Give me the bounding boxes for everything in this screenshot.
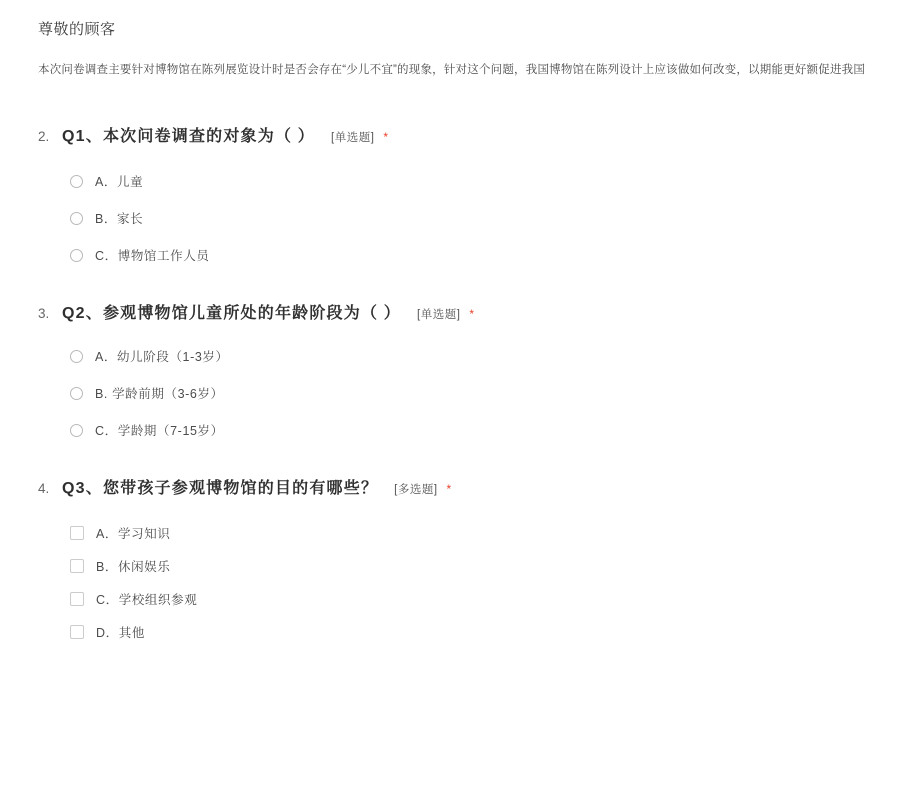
option-label: A．儿童 xyxy=(95,175,144,190)
option-label: C．博物馆工作人员 xyxy=(95,249,210,264)
checkbox-icon[interactable] xyxy=(70,592,84,606)
option-row[interactable] xyxy=(70,347,900,365)
survey-intro-title: 尊敬的顾客 xyxy=(38,21,116,38)
option-row[interactable] xyxy=(70,246,900,264)
question-index: 2. xyxy=(38,129,50,145)
radio-icon[interactable] xyxy=(70,387,83,400)
option-label: A．幼儿阶段（1-3岁） xyxy=(95,350,229,365)
radio-icon[interactable] xyxy=(70,175,83,188)
option-label: A．学习知识 xyxy=(96,527,171,542)
survey-intro-body: 本次问卷调查主要针对博物馆在陈列展览设计时是否会存在“少儿不宜”的现象，针对这个问题，我国博物馆在陈列设计上应该做如何改变，以期能更好额促进我国 xyxy=(38,64,866,76)
required-asterisk: * xyxy=(469,307,475,322)
option-label: C．学龄期（7-15岁） xyxy=(95,424,224,439)
radio-icon[interactable] xyxy=(70,249,83,262)
option-row[interactable] xyxy=(70,623,900,641)
checkbox-icon[interactable] xyxy=(70,625,84,639)
option-label: B. 学龄前期（3-6岁） xyxy=(95,387,224,402)
required-asterisk: * xyxy=(446,482,452,497)
question-header xyxy=(38,123,900,146)
question-type-label: [单选题] xyxy=(417,309,461,322)
question-type-label: [多选题] xyxy=(394,484,438,497)
question-q1 xyxy=(0,123,900,264)
option-label: D．其他 xyxy=(96,626,145,641)
checkbox-icon[interactable] xyxy=(70,559,84,573)
option-group xyxy=(38,172,900,264)
option-row[interactable] xyxy=(70,172,900,190)
radio-icon[interactable] xyxy=(70,350,83,363)
option-label: B．休闲娱乐 xyxy=(96,560,171,575)
option-label: B．家长 xyxy=(95,212,144,227)
checkbox-icon[interactable] xyxy=(70,526,84,540)
question-title: Q2、参观博物馆儿童所处的年龄阶段为（ ） xyxy=(62,305,401,323)
question-index: 4. xyxy=(38,481,50,497)
question-header xyxy=(38,300,900,323)
option-row[interactable] xyxy=(70,557,900,575)
question-title: Q3、您带孩子参观博物馆的目的有哪些？ xyxy=(62,480,379,498)
option-row[interactable] xyxy=(70,384,900,402)
question-header xyxy=(38,475,900,498)
option-row[interactable] xyxy=(70,524,900,542)
question-list xyxy=(0,123,900,641)
radio-icon[interactable] xyxy=(70,212,83,225)
question-title: Q1、本次问卷调查的对象为（ ） xyxy=(62,128,315,146)
option-group xyxy=(38,347,900,439)
option-label: C．学校组织参观 xyxy=(96,593,198,608)
required-asterisk: * xyxy=(383,130,389,145)
question-q2 xyxy=(0,300,900,439)
option-row[interactable] xyxy=(70,209,900,227)
option-group xyxy=(38,524,900,641)
question-type-label: [单选题] xyxy=(331,132,375,145)
option-row[interactable] xyxy=(70,590,900,608)
radio-icon[interactable] xyxy=(70,424,83,437)
question-q3 xyxy=(0,475,900,641)
option-row[interactable] xyxy=(70,421,900,439)
question-index: 3. xyxy=(38,306,50,322)
